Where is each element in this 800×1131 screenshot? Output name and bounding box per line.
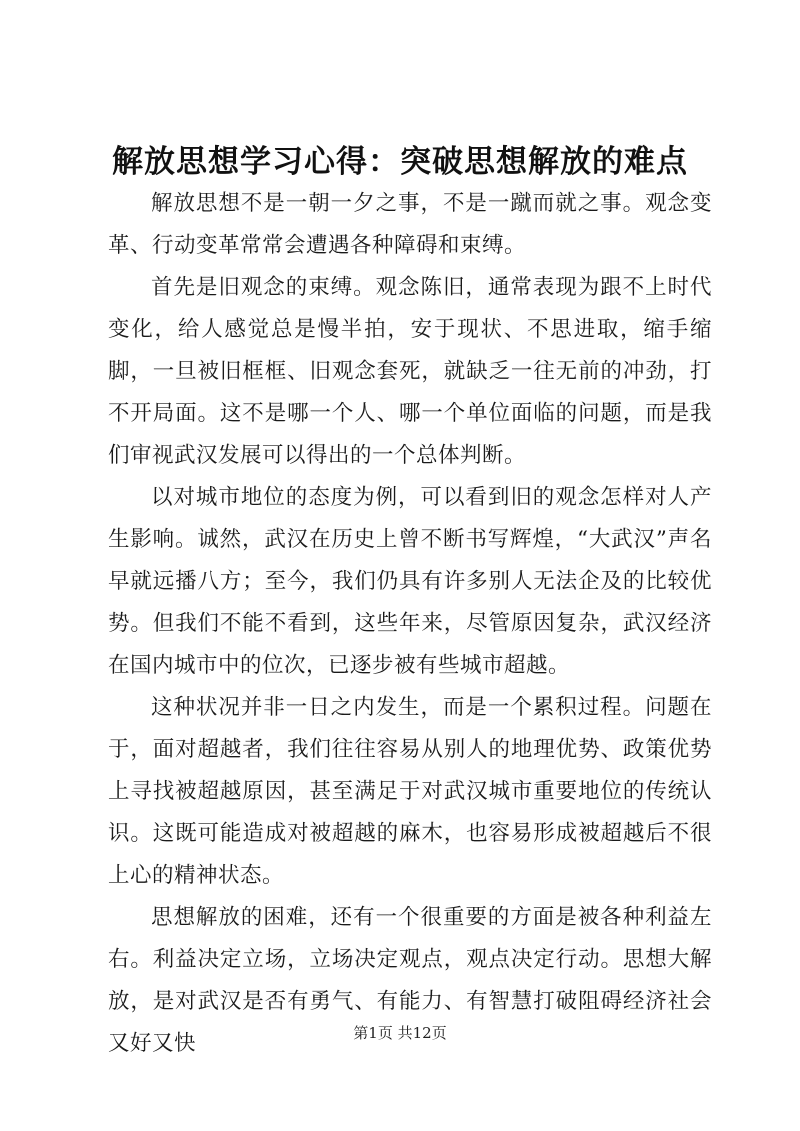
paragraph: 首先是旧观念的束缚。观念陈旧，通常表现为跟不上时代变化，给人感觉总是慢半拍，安于现状、不思进取，缩手缩脚，一旦被旧框框、旧观念套死，就缺乏一往无前的冲劲，打不开局面。这不是哪一个人、哪一个单位面临的问题，而是我们审视武汉发展可以得出的一个总体判断。 (108, 275, 712, 468)
document-body (108, 183, 712, 1065)
paragraph: 解放思想不是一朝一夕之事，不是一蹴而就之事。观念变革、行动变革常常会遭遇各种障碍和束缚。 (108, 191, 712, 258)
paragraph: 以对城市地位的态度为例，可以看到旧的观念怎样对人产生影响。诚然，武汉在历史上曾不断书写辉煌，“大武汉”声名早就远播八方；至今，我们仍具有许多别人无法企及的比较优势。但我们不能不看到，这些年来，尽管原因复杂，武汉经济在国内城市中的位次，已逐步被有些城市超越。 (108, 485, 712, 678)
paragraph: 思想解放的困难，还有一个很重要的方面是被各种利益左右。利益决定立场，立场决定观点，观点决定行动。思想大解放，是对武汉是否有勇气、有能力、有智慧打破阻碍经济社会又好又快 (108, 905, 712, 1056)
paragraph: 这种状况并非一日之内发生，而是一个累积过程。问题在于，面对超越者，我们往往容易从别人的地理优势、政策优势上寻找被超越原因，甚至满足于对武汉城市重要地位的传统认识。这既可能造成对被超越的麻木，也容易形成被超越后不很上心的精神状态。 (108, 695, 712, 888)
document-title: 解放思想学习心得：突破思想解放的难点 (112, 144, 688, 180)
page-footer: 第1页 共12页 (353, 1024, 447, 1042)
